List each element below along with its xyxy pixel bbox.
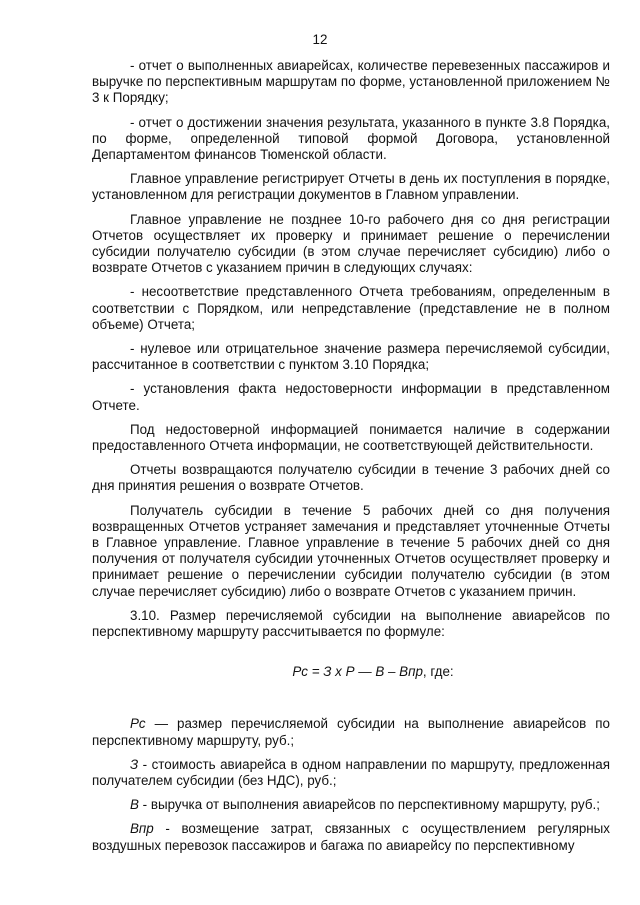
formula-suffix: , где: <box>422 664 454 680</box>
definition-term: Рс <box>130 716 146 732</box>
definition-z <box>92 757 610 789</box>
document-body <box>92 58 610 862</box>
paragraph-unreliable-definition: Под недостоверной информацией понимается наличие в содержании предоставленного Отчета информации, не соответствующей действительности. <box>92 421 610 454</box>
paragraph-verification: Главное управление не позднее 10-го рабочего дня со дня регистрации Отчетов осуществляет их проверку и принимает решение о перечислении субсидии получателю субсидии (в этом случае перечисляет субсидию) либо о возврате Отчетов с указанием причин в следующих случаях: <box>92 211 610 276</box>
definition-text: - возмещение затрат, связанных с осуществлением регулярных воздушных перевозок пассажиров и багажа по авиарейсу по перспективному <box>92 821 610 853</box>
paragraph-registration: Главное управление регистрирует Отчеты в день их поступления в порядке, установленном для регистрации документов в Главном управлении. <box>92 171 610 203</box>
definition-rs <box>92 716 610 748</box>
definition-term: З <box>130 756 139 772</box>
paragraph-3-10: 3.10. Размер перечисляемой субсидии на выполнение авиарейсов по перспективному маршруту рассчитывается по формуле: <box>92 607 610 640</box>
definition-v <box>92 797 610 813</box>
list-item-zero-value: - нулевое или отрицательное значение размера перечисляемой субсидии, рассчитанное в соответствии с пунктом 3.10 Порядка; <box>92 341 610 373</box>
definition-text: — размер перечисляемой субсидии на выполнение авиарейсов по перспективному маршруту, руб.; <box>92 716 610 748</box>
paragraph-return-reports: Отчеты возвращаются получателю субсидии в течение 3 рабочих дней со дня принятия решения о возврате Отчетов. <box>92 462 610 494</box>
list-item-report-result: - отчет о достижении значения результата, указанного в пункте 3.8 Порядка, по форме, определенной типовой формой Договора, установленной Департаментом финансов Тюменской области. <box>92 114 610 163</box>
definition-vpr <box>92 821 610 853</box>
definition-text: - стоимость авиарейса в одном направлении по маршруту, предложенная получателем субсидии (без НДС), руб.; <box>92 756 610 788</box>
definition-term: В <box>130 797 139 813</box>
list-item-report-flights: - отчет о выполненных авиарейсах, количестве перевезенных пассажиров и выручке по перспективным маршрутам по форме, установленной приложением № 3 к Порядку; <box>92 58 610 106</box>
list-item-nonconformity: - несоответствие представленного Отчета требованиям, определенным в соответствии с Порядком, или непредставление (представление не в полном объеме) Отчета; <box>92 284 610 332</box>
definition-text: - выручка от выполнения авиарейсов по перспективному маршруту, руб.; <box>138 797 600 813</box>
list-item-unreliable-info: - установления факта недостоверности информации в представленном Отчете. <box>92 381 610 413</box>
formula-expression: Рс = З х Р — В – Впр <box>292 664 423 680</box>
paragraph-corrected-reports: Получатель субсидии в течение 5 рабочих дней со дня получения возвращенных Отчетов устраняет замечания и представляет уточненные Отчеты в Главное управление. Главное управление в течение 5 рабочих дней со дня получения от получателя субсидии уточненных Отчетов осуществляет проверку и принимает решение о перечислении субсидии получателю субсидии (в этом случае перечисляет субсидию) либо о возврате Отчетов с указанием причин. <box>92 502 610 599</box>
page-number: 12 <box>312 32 328 47</box>
subsidy-formula <box>92 664 610 680</box>
definition-term: Впр <box>130 821 154 837</box>
